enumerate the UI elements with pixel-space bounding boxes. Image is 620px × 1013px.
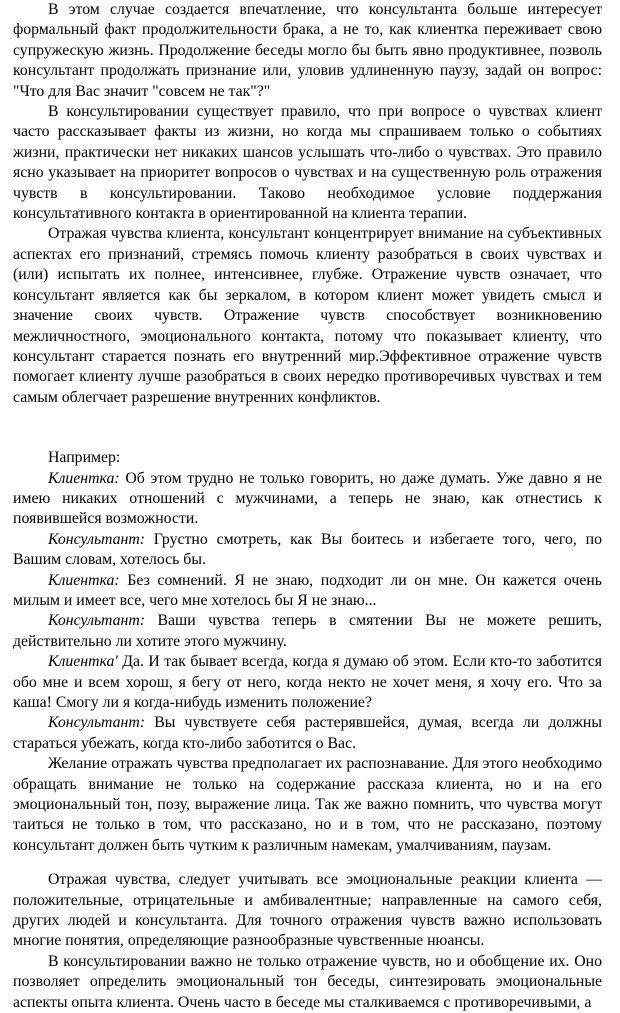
paragraph-2: В консультировании существует правило, что при вопросе о чувствах клиент часто рассказывает факты из жизни, но когда мы спрашиваем только о событиях жизни, практически нет никаких шансов услышать что-либо о чувствах. Это правило ясно указывает на приоритет вопросов о чувствах и на существенную роль отражения чувств в консультировании. Таково необходимое условие поддержания консультативного контакта в ориентированной на клиента терапии.: [13, 103, 602, 223]
dialogue-text: Вы чувствуете себя растерявшейся, думая, всегда ли должны стараться убежать, когда кто-либо заботится о Вас.: [13, 714, 602, 752]
dialogue-text: Ваши чувства теперь в смятении Вы не можете решить, действительно ли хотите этого мужчину.: [13, 612, 602, 650]
paragraph-3: Отражая чувства клиента, консультант концентрирует внимание на субъективных аспектах его признаний, стремясь помочь клиенту разобраться в своих чувствах и (или) испытать их полнее, интенсивнее, глубже. Отражение чувств означает, что консультант является как бы зеркалом, в котором клиент может увидеть смысл и значение своих чувств. Отражение чувств способствует возникновению межличностного, эмоционального контакта, потому что показывает клиенту, что консультант старается познать его внутренний мир.Эффективное отражение чувств помогает клиенту лучше разобраться в своих нередко противоречивых чувствах и тем самым облегчает разрешение внутренних конфликтов.: [13, 225, 602, 406]
speaker-label: Консультант:: [48, 612, 145, 630]
speaker-label: Консультант:: [48, 714, 145, 732]
paragraph-4: Желание отражать чувства предполагает их распознавание. Для этого необходимо обращать внимание не только на содержание рассказа клиента, но и на его эмоциональный тон, позу, выражение лица. Так же важно помнить, что чувства могут таиться не только в том, что рассказано, но и в том, что не рассказано, поэтому консультант должен быть чутким к различным намекам, умалчиваниям, паузам.: [13, 755, 602, 854]
dialogue-text: Без сомнений. Я не знаю, подходит ли он мне. Он кажется очень милым и имеет все, чего мне хотелось бы Я не знаю...: [13, 571, 602, 609]
speaker-label: Клиентка:: [48, 469, 120, 487]
dialogue-text: Грустно смотреть, как Вы боитесь и избегаете того, чего, по Вашим словам, хотелось бы.: [13, 530, 602, 569]
dialogue-text: Об этом трудно не только говорить, но даже думать. Уже давно я не имею никаких отношений с мужчинами, а теперь не знаю, как отнестись к появившейся возможности.: [13, 469, 602, 528]
blank-spacer: [13, 856, 602, 870]
dialogue-line: [13, 652, 602, 713]
dialogue-line: [13, 530, 602, 571]
speaker-label: Клиентка:: [48, 571, 120, 589]
speaker-label: Консультант:: [48, 530, 145, 548]
dialogue-line: [13, 713, 602, 754]
blank-spacer: [13, 408, 602, 448]
paragraph-1: В этом случае создается впечатление, что консультанта больше интересует формальный факт продолжительности брака, а не то, как клиентка переживает свою супружескую жизнь. Продолжение беседы могло бы быть явно продуктивнее, позволь консультант продолжать признание или, уловив удлиненную паузу, задай он вопрос: "Что для Вас значит "совсем не так"?": [13, 1, 602, 100]
example-intro: Например:: [48, 449, 121, 467]
paragraph-6: В консультировании важно не только отражение чувств, но и обобщение их. Оно позволяет определить эмоциональный тон беседы, синтезировать эмоциональные аспекты опыта клиента. Очень часто в беседе мы сталкиваемся с противоречивыми, а: [13, 952, 602, 1011]
dialogue-line: [13, 611, 602, 652]
dialogue-line: [13, 571, 602, 612]
speaker-label: Клиентка': [48, 653, 118, 671]
dialogue-line: [13, 469, 602, 530]
paragraph-5: Отражая чувства, следует учитывать все эмоциональные реакции клиента — положительные, отрицательные и амбивалентные; направленные на самого себя, других людей и консультанта. Для точного отражения чувств важно использовать многие понятия, определяющие разнообразные чувственные нюансы.: [13, 871, 602, 950]
dialogue-text: Да. И так бывает всегда, когда я думаю об этом. Если кто-то заботится обо мне и всем хорош, я бегу от него, когда некто не хочет меня, я хочу его. Что за каша! Смогу ли я когда-нибудь изменить положение?: [13, 653, 602, 711]
